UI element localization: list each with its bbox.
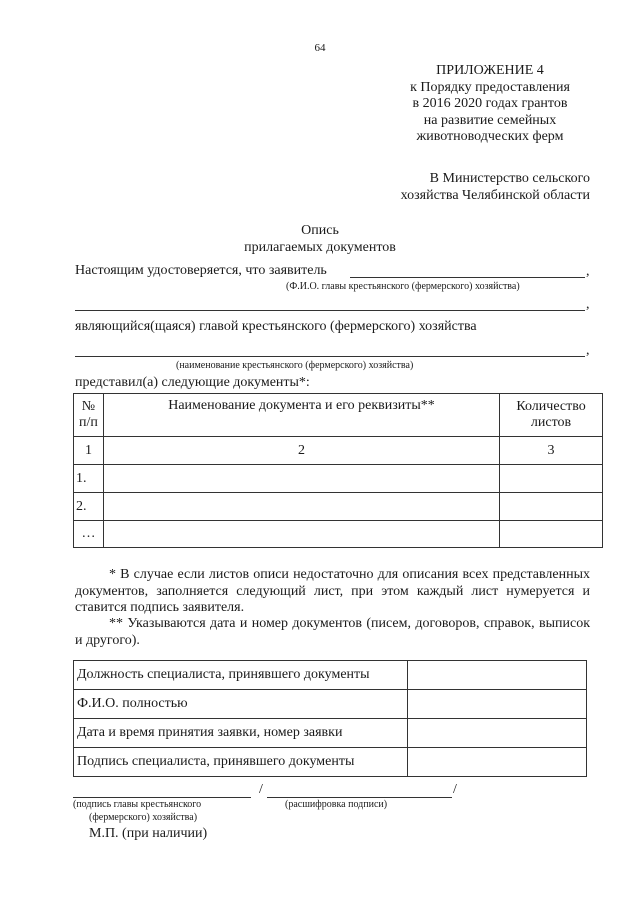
farm-name-line[interactable] xyxy=(75,356,585,357)
slash: / xyxy=(453,782,457,797)
recipient-block xyxy=(380,170,590,204)
recipient-line: хозяйства Челябинской области xyxy=(400,188,590,203)
spec-value[interactable] xyxy=(408,661,587,690)
documents-table xyxy=(73,393,603,548)
applicant-name-line[interactable] xyxy=(350,277,585,278)
table-row xyxy=(74,748,587,777)
page-number: 64 xyxy=(314,42,326,54)
head-of-farm-text: являющийся(щаяся) главой крестьянского (фермерского) хозяйства xyxy=(75,319,477,334)
spec-label: Подпись специалиста, принявшего документы xyxy=(74,748,408,777)
column-number: 1 xyxy=(74,437,104,465)
header-count-line: листов xyxy=(530,415,572,430)
header-num xyxy=(74,394,104,437)
spec-value[interactable] xyxy=(408,719,587,748)
row-num: 2. xyxy=(74,493,104,521)
appendix-header xyxy=(370,63,610,146)
caption-signature: (фермерского) хозяйства) xyxy=(89,812,198,823)
header-count-line: Количество xyxy=(516,399,586,414)
table-row xyxy=(74,661,587,690)
specialist-table xyxy=(73,660,587,777)
header-num-line: п/п xyxy=(79,415,98,430)
spec-label: Ф.И.О. полностью xyxy=(74,690,408,719)
stamp-note: М.П. (при наличии) xyxy=(89,826,208,841)
table-row xyxy=(74,719,587,748)
row-document-name[interactable] xyxy=(103,465,499,493)
header-count xyxy=(500,394,603,437)
column-number: 2 xyxy=(103,437,499,465)
document-title: Опись xyxy=(301,223,339,238)
table-row xyxy=(74,521,603,548)
table-row xyxy=(74,690,587,719)
comma: , xyxy=(586,264,590,279)
appendix-line: на развитие семейных xyxy=(423,112,557,128)
certify-text: Настоящим удостоверяется, что заявитель xyxy=(75,263,327,278)
comma: , xyxy=(586,297,590,312)
appendix-line: к Порядку предоставления xyxy=(410,79,570,95)
table-row xyxy=(74,465,603,493)
footnote-2: ** Указываются дата и номер документов (писем, договоров, справок, выписок и другого). xyxy=(75,616,590,648)
spec-value[interactable] xyxy=(408,690,587,719)
footnote-1: * В случае если листов описи недостаточно для описания всех представленных документов, заполняется следующий лист, при этом каждый лист нумеруется и ставится подпись заявителя. xyxy=(75,567,590,615)
column-numbers-row xyxy=(74,437,603,465)
row-num: … xyxy=(74,521,104,548)
caption-fio: (Ф.И.О. главы крестьянского (фермерского) хозяйства) xyxy=(286,281,520,292)
header-name: Наименование документа и его реквизиты** xyxy=(103,394,499,437)
caption-decode: (расшифровка подписи) xyxy=(285,799,388,810)
slash: / xyxy=(259,782,263,797)
appendix-line: ПРИЛОЖЕНИЕ 4 xyxy=(436,63,544,78)
row-sheet-count[interactable] xyxy=(500,465,603,493)
table-header-row xyxy=(74,394,603,437)
row-sheet-count[interactable] xyxy=(500,493,603,521)
document-subtitle: прилагаемых документов xyxy=(244,240,396,255)
row-num: 1. xyxy=(74,465,104,493)
caption-farm: (наименование крестьянского (фермерского) хозяйства) xyxy=(176,360,414,371)
recipient-line: В Министерство сельского xyxy=(429,171,590,186)
row-sheet-count[interactable] xyxy=(500,521,603,548)
submitted-text: представил(а) следующие документы*: xyxy=(75,375,310,390)
spec-label: Должность специалиста, принявшего документы xyxy=(74,661,408,690)
comma: , xyxy=(586,343,590,358)
signature-line[interactable] xyxy=(73,797,251,798)
caption-signature: (подпись главы крестьянского xyxy=(73,799,202,810)
header-num-line: № xyxy=(81,399,96,414)
spec-value[interactable] xyxy=(408,748,587,777)
signature-decode-line[interactable] xyxy=(267,797,452,798)
applicant-name-line-2[interactable] xyxy=(75,310,585,311)
column-number: 3 xyxy=(500,437,603,465)
appendix-line: животноводческих ферм xyxy=(416,129,564,144)
spec-label: Дата и время принятия заявки, номер заявки xyxy=(74,719,408,748)
table-row xyxy=(74,493,603,521)
appendix-line: в 2016 2020 годах грантов xyxy=(412,96,568,111)
row-document-name[interactable] xyxy=(103,493,499,521)
row-document-name[interactable] xyxy=(103,521,499,548)
